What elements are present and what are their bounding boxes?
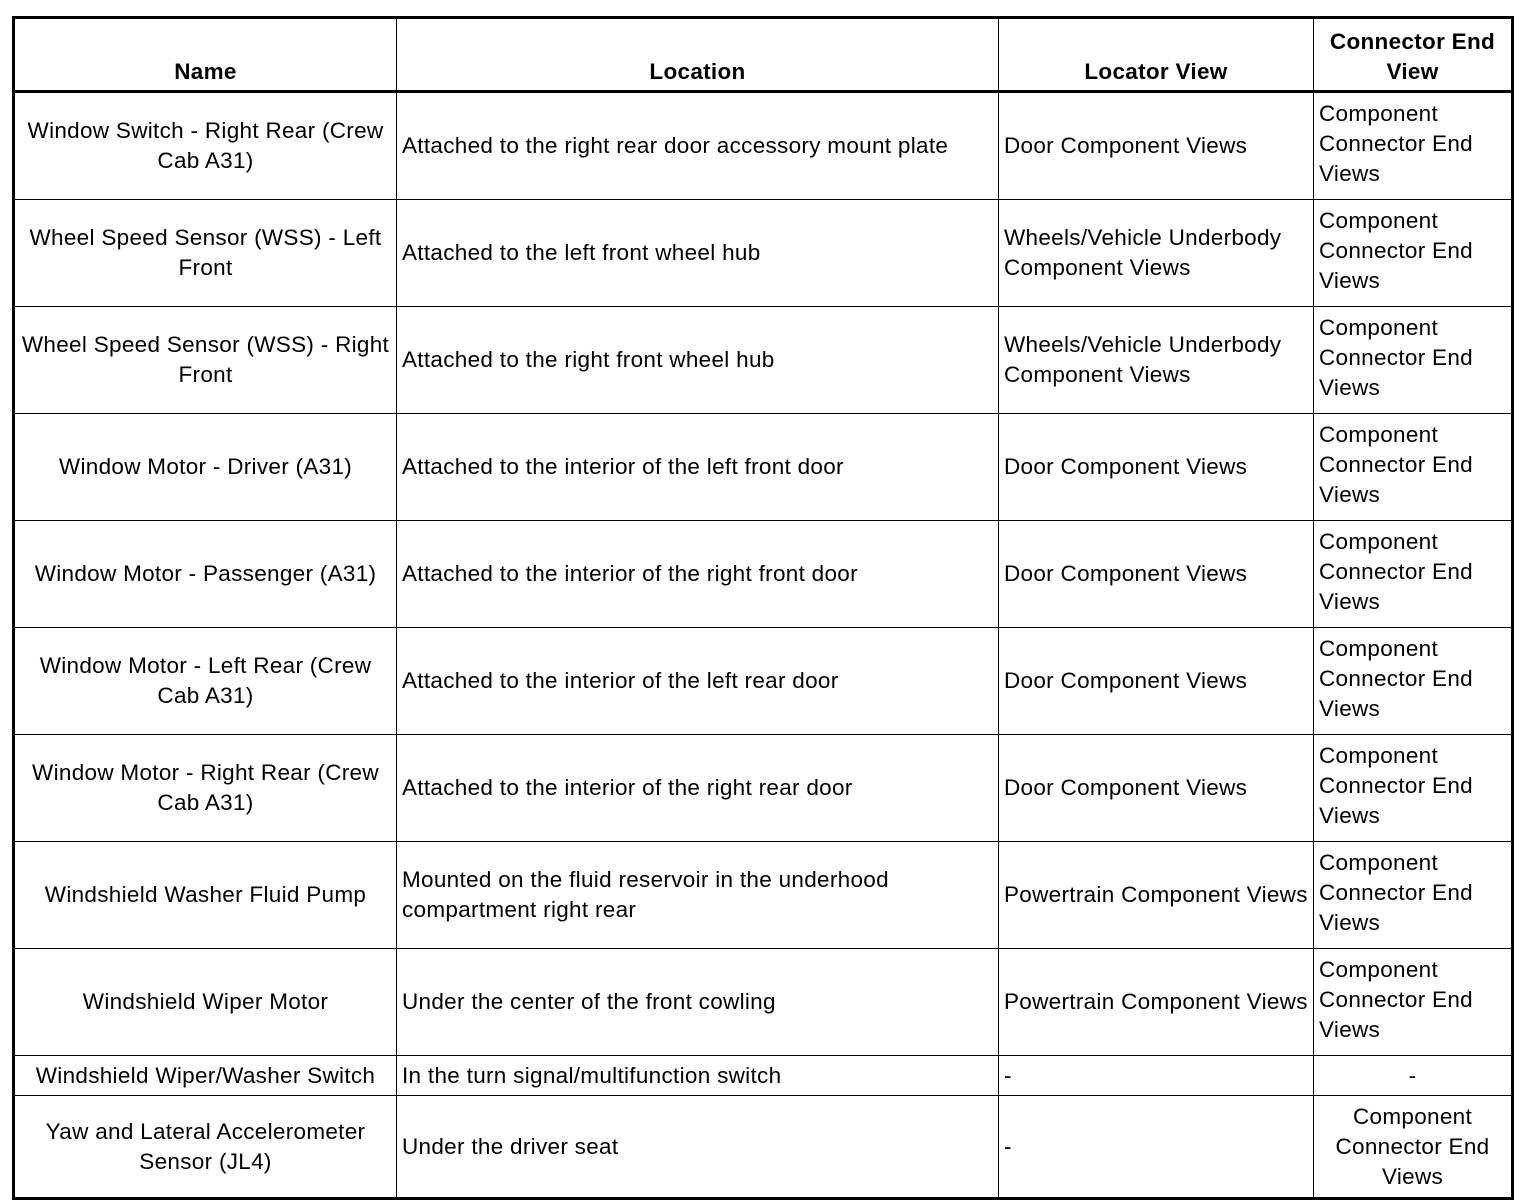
location-cell: Mounted on the fluid reservoir in the underhood compartment right rear bbox=[397, 842, 999, 949]
name-cell: Wheel Speed Sensor (WSS) - Right Front bbox=[14, 307, 397, 414]
locator-view-link[interactable]: Door Component Views bbox=[999, 92, 1314, 200]
locator-view-cell: - bbox=[999, 1056, 1314, 1096]
location-cell: Attached to the interior of the left front door bbox=[397, 414, 999, 521]
connector-end-view-link[interactable]: Component Connector End Views bbox=[1314, 735, 1513, 842]
name-cell: Yaw and Lateral Accelerometer Sensor (JL4) bbox=[14, 1096, 397, 1199]
header-name: Name bbox=[14, 18, 397, 92]
locator-view-link[interactable]: Door Component Views bbox=[999, 521, 1314, 628]
location-cell: Under the center of the front cowling bbox=[397, 949, 999, 1056]
connector-end-view-link[interactable]: Component Connector End Views bbox=[1314, 414, 1513, 521]
table-row bbox=[14, 628, 1513, 735]
table-row bbox=[14, 949, 1513, 1056]
table-row bbox=[14, 307, 1513, 414]
location-cell: Attached to the left front wheel hub bbox=[397, 200, 999, 307]
table-row bbox=[14, 1096, 1513, 1199]
connector-end-view-link[interactable]: Component Connector End Views bbox=[1314, 307, 1513, 414]
table-row bbox=[14, 1056, 1513, 1096]
connector-end-view-link[interactable]: Component Connector End Views bbox=[1314, 92, 1513, 200]
location-cell: Attached to the right front wheel hub bbox=[397, 307, 999, 414]
table-row bbox=[14, 92, 1513, 200]
location-cell: Attached to the interior of the right front door bbox=[397, 521, 999, 628]
table-row bbox=[14, 521, 1513, 628]
location-cell: In the turn signal/multifunction switch bbox=[397, 1056, 999, 1096]
name-cell: Window Motor - Right Rear (Crew Cab A31) bbox=[14, 735, 397, 842]
location-cell: Under the driver seat bbox=[397, 1096, 999, 1199]
connector-end-view-link[interactable]: Component Connector End Views bbox=[1314, 628, 1513, 735]
connector-end-view-link[interactable]: Component Connector End Views bbox=[1314, 949, 1513, 1056]
connector-end-view-link[interactable]: Component Connector End Views bbox=[1314, 1096, 1513, 1199]
connector-end-view-link[interactable]: Component Connector End Views bbox=[1314, 200, 1513, 307]
location-cell: Attached to the right rear door accessory mount plate bbox=[397, 92, 999, 200]
name-cell: Wheel Speed Sensor (WSS) - Left Front bbox=[14, 200, 397, 307]
name-cell: Window Motor - Driver (A31) bbox=[14, 414, 397, 521]
locator-view-link[interactable]: Door Component Views bbox=[999, 414, 1314, 521]
name-cell: Window Motor - Passenger (A31) bbox=[14, 521, 397, 628]
locator-view-link[interactable]: Door Component Views bbox=[999, 735, 1314, 842]
table-row bbox=[14, 414, 1513, 521]
location-cell: Attached to the interior of the left rear door bbox=[397, 628, 999, 735]
table-header bbox=[14, 18, 1513, 92]
connector-end-view-cell: - bbox=[1314, 1056, 1513, 1096]
connector-end-view-link[interactable]: Component Connector End Views bbox=[1314, 521, 1513, 628]
table-row bbox=[14, 735, 1513, 842]
table-row bbox=[14, 842, 1513, 949]
locator-view-link[interactable]: Powertrain Component Views bbox=[999, 949, 1314, 1056]
header-row bbox=[14, 18, 1513, 92]
header-connector-end-view: Connector End View bbox=[1314, 18, 1513, 92]
connector-end-view-link[interactable]: Component Connector End Views bbox=[1314, 842, 1513, 949]
locator-view-link[interactable]: Wheels/Vehicle Underbody Component Views bbox=[999, 200, 1314, 307]
locator-view-link[interactable]: Door Component Views bbox=[999, 628, 1314, 735]
locator-view-link[interactable]: Powertrain Component Views bbox=[999, 842, 1314, 949]
header-location: Location bbox=[397, 18, 999, 92]
locator-view-cell: - bbox=[999, 1096, 1314, 1199]
name-cell: Windshield Wiper Motor bbox=[14, 949, 397, 1056]
locator-view-link[interactable]: Wheels/Vehicle Underbody Component Views bbox=[999, 307, 1314, 414]
name-cell: Window Switch - Right Rear (Crew Cab A31) bbox=[14, 92, 397, 200]
name-cell: Window Motor - Left Rear (Crew Cab A31) bbox=[14, 628, 397, 735]
header-locator-view: Locator View bbox=[999, 18, 1314, 92]
location-cell: Attached to the interior of the right rear door bbox=[397, 735, 999, 842]
name-cell: Windshield Wiper/Washer Switch bbox=[14, 1056, 397, 1096]
name-cell: Windshield Washer Fluid Pump bbox=[14, 842, 397, 949]
table-body bbox=[14, 92, 1513, 1199]
table-row bbox=[14, 200, 1513, 307]
component-locator-table bbox=[12, 16, 1514, 1200]
